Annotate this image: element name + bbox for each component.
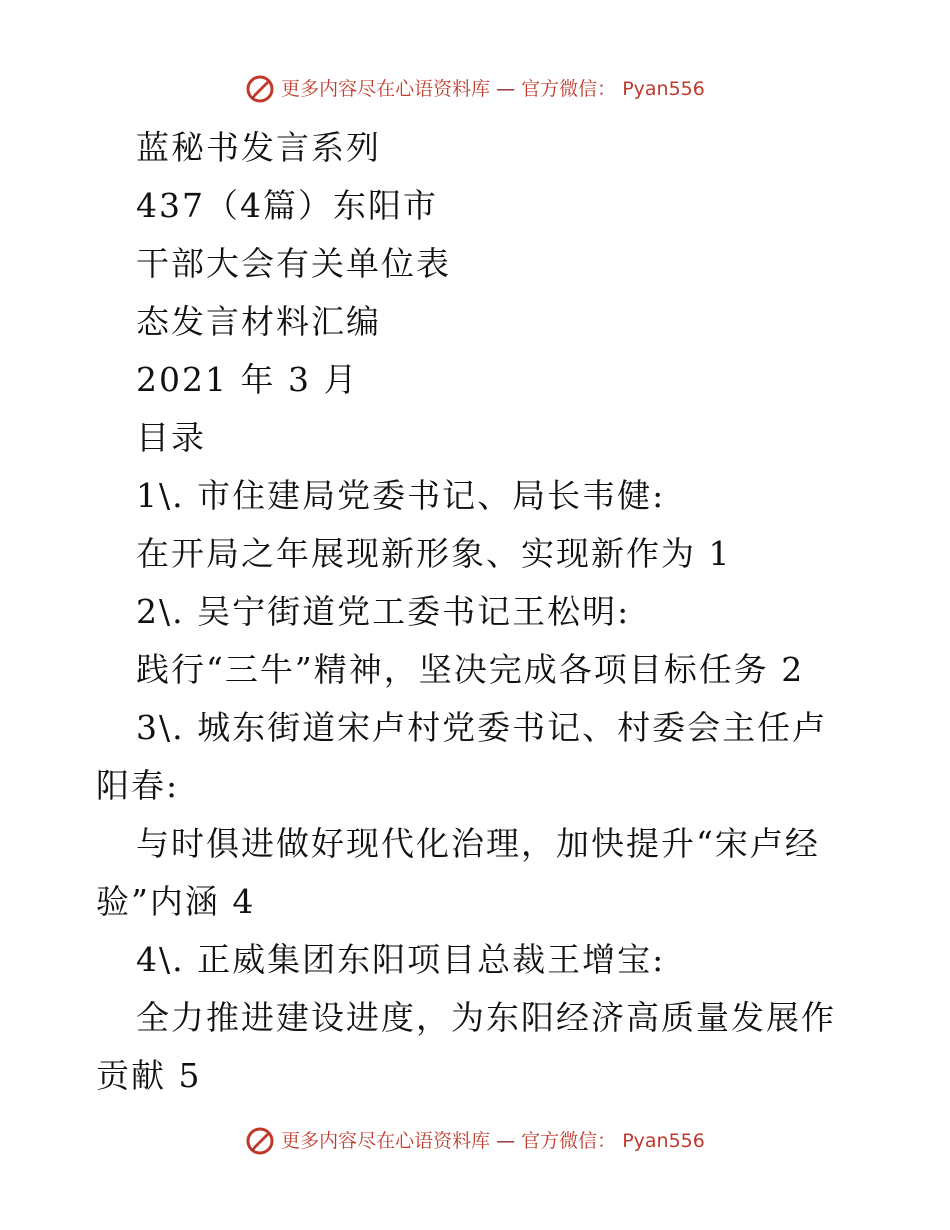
watermark-text: 更多内容尽在心语资料库 bbox=[281, 78, 491, 100]
toc-item-4-title: 全力推进建设进度，为东阳经济高质量发展作贡献 5 bbox=[96, 998, 836, 1095]
document-date: 2021 年 3 月 bbox=[136, 360, 359, 399]
watermark-official: 官方微信： bbox=[521, 78, 617, 100]
toc-item-1-speaker: 1\. 市住建局党委书记、局长韦健: bbox=[136, 476, 666, 515]
pen-seal-icon bbox=[245, 74, 275, 104]
title-line-1: 437（4篇）东阳市 bbox=[136, 186, 438, 225]
pen-seal-icon bbox=[245, 1126, 275, 1156]
toc-item-2-title: 践行“三牛”精神，坚决完成各项目标任务 2 bbox=[136, 650, 805, 689]
toc-item-1-title: 在开局之年展现新形象、实现新作为 1 bbox=[136, 534, 732, 573]
watermark-separator: — bbox=[496, 78, 516, 100]
toc-item-3-speaker: 3\. 城东街道宋卢村党委书记、村委会主任卢阳春: bbox=[96, 708, 828, 805]
watermark-separator: — bbox=[496, 1130, 516, 1152]
watermark-id: Pyan556 bbox=[622, 78, 705, 100]
watermark-header bbox=[0, 74, 950, 113]
title-line-2: 干部大会有关单位表 bbox=[136, 244, 451, 283]
toc-item-4-speaker: 4\. 正威集团东阳项目总裁王增宝: bbox=[136, 940, 666, 979]
toc-item-2-speaker: 2\. 吴宁街道党工委书记王松明: bbox=[136, 592, 631, 631]
watermark-text: 更多内容尽在心语资料库 bbox=[281, 1130, 491, 1152]
toc-item-3-title: 与时俱进做好现代化治理，加快提升“宋卢经验”内涵 4 bbox=[96, 824, 820, 921]
watermark-official: 官方微信： bbox=[521, 1130, 617, 1152]
document-body bbox=[96, 119, 856, 1105]
watermark-footer bbox=[0, 1126, 950, 1165]
series-name: 蓝秘书发言系列 bbox=[136, 128, 381, 167]
watermark-id: Pyan556 bbox=[622, 1130, 705, 1152]
toc-heading: 目录 bbox=[136, 418, 206, 457]
title-line-3: 态发言材料汇编 bbox=[136, 302, 381, 341]
